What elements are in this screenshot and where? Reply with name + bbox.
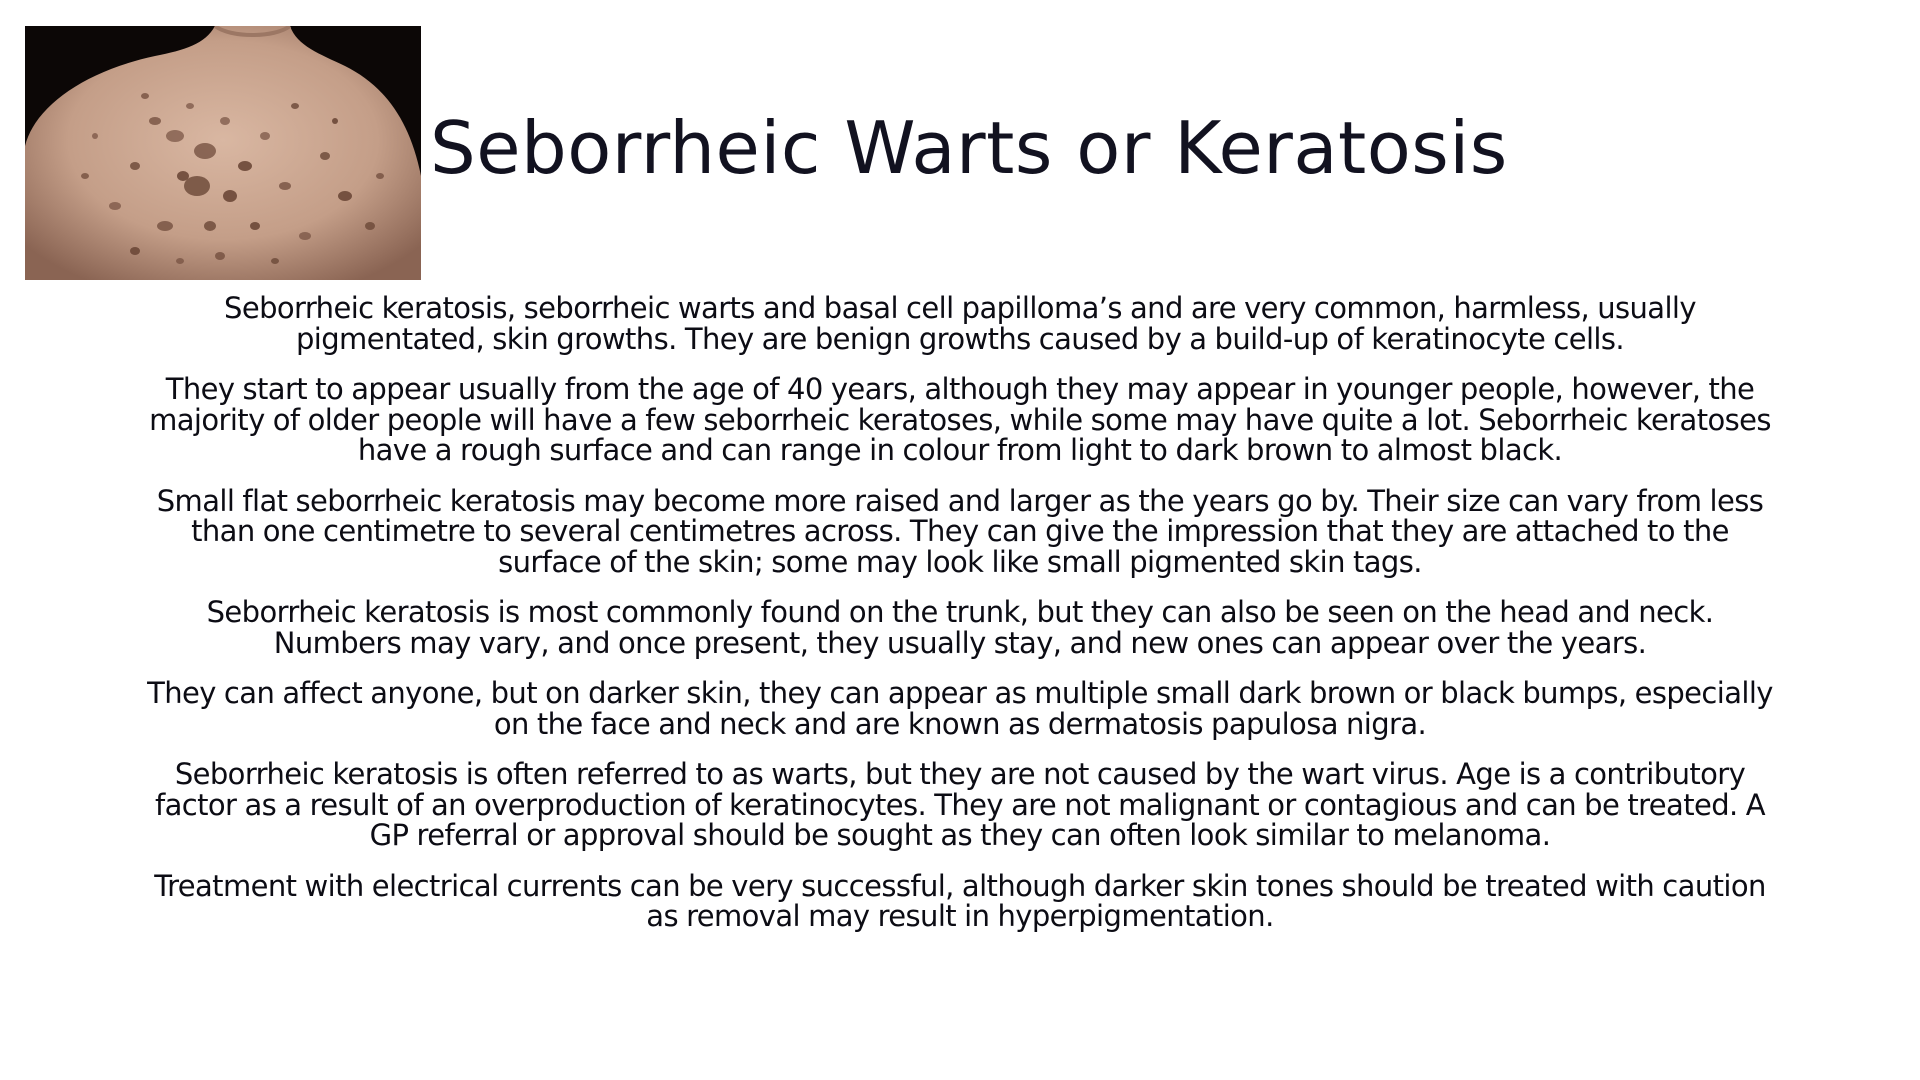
paragraph-causes: Seborrheic keratosis is often referred to as warts, but they are not caused by the wart virus. Age is a contributory factor as a result of an overproduction of keratinocytes. They are not malignant or contagious and can be treated. A GP referral or approval should be sought as they can often look similar to melanoma.: [155, 757, 1765, 852]
keratosis-spot: [81, 173, 89, 179]
keratosis-spot: [291, 103, 299, 109]
keratosis-spot: [176, 258, 184, 264]
slide-body: [140, 293, 1780, 952]
keratosis-spot: [92, 133, 98, 139]
keratosis-spot: [223, 190, 237, 202]
keratosis-spot: [130, 247, 140, 255]
keratosis-spot: [109, 202, 121, 210]
paragraph-size: Small flat seborrheic keratosis may become more raised and larger as the years go by. Their size can vary from less than one centimetre to several centimetres across. They can give the impression that they are attached to the surface of the skin; some may look like small pigmented skin tags.: [156, 483, 1764, 579]
keratosis-spot: [184, 176, 210, 196]
slide-title: Seborrheic Warts or Keratosis: [430, 106, 1508, 190]
paragraph-location: Seborrheic keratosis is most commonly found on the trunk, but they can also be seen on the head and neck. Numbers may vary, and once present, they usually stay, and new ones can appear over the years.: [206, 595, 1714, 660]
paragraph-definition: Seborrheic keratosis, seborrheic warts and basal cell papilloma’s and are very common, harmless, usually pigmentated, skin growths. They are benign growths caused by a build-up of keratinocyte cells.: [224, 291, 1696, 356]
photo-illustration: [25, 26, 421, 280]
keratosis-spot: [130, 162, 140, 170]
keratosis-spot: [279, 182, 291, 190]
paragraph-onset-age: They start to appear usually from the age of 40 years, although they may appear in younger people, however, the majority of older people will have a few seborrheic keratoses, while some may have quite a lot. Seborrheic keratoses have a rough surface and can range in colour from light to dark brown to almost black.: [149, 372, 1771, 467]
keratosis-spot: [215, 252, 225, 260]
paragraph-treatment: Treatment with electrical currents can be very successful, although darker skin tones should be treated with caution as removal may result in hyperpigmentation.: [154, 868, 1766, 933]
keratosis-spot: [149, 117, 161, 125]
keratosis-spot: [250, 222, 260, 230]
keratosis-spot: [194, 143, 216, 159]
keratosis-spot: [186, 103, 194, 109]
keratosis-spot: [166, 130, 184, 142]
keratosis-spot: [338, 191, 352, 201]
keratosis-spot: [260, 132, 270, 140]
keratosis-spot: [299, 232, 311, 240]
keratosis-spot: [332, 118, 338, 124]
keratosis-spot: [141, 93, 149, 99]
keratosis-spot: [376, 173, 384, 179]
paragraph-darker-skin: They can affect anyone, but on darker skin, they can appear as multiple small dark brown or black bumps, especially on the face and neck and are known as dermatosis papulosa nigra.: [147, 676, 1773, 741]
keratosis-spot: [204, 221, 216, 231]
keratosis-spot: [320, 152, 330, 160]
keratosis-spot: [157, 221, 173, 231]
keratosis-spot: [271, 258, 279, 264]
keratosis-spot: [365, 222, 375, 230]
keratosis-spot: [238, 161, 252, 171]
back-with-keratoses-photo: [25, 26, 421, 280]
keratosis-spot: [177, 171, 189, 181]
keratosis-spot: [220, 117, 230, 125]
